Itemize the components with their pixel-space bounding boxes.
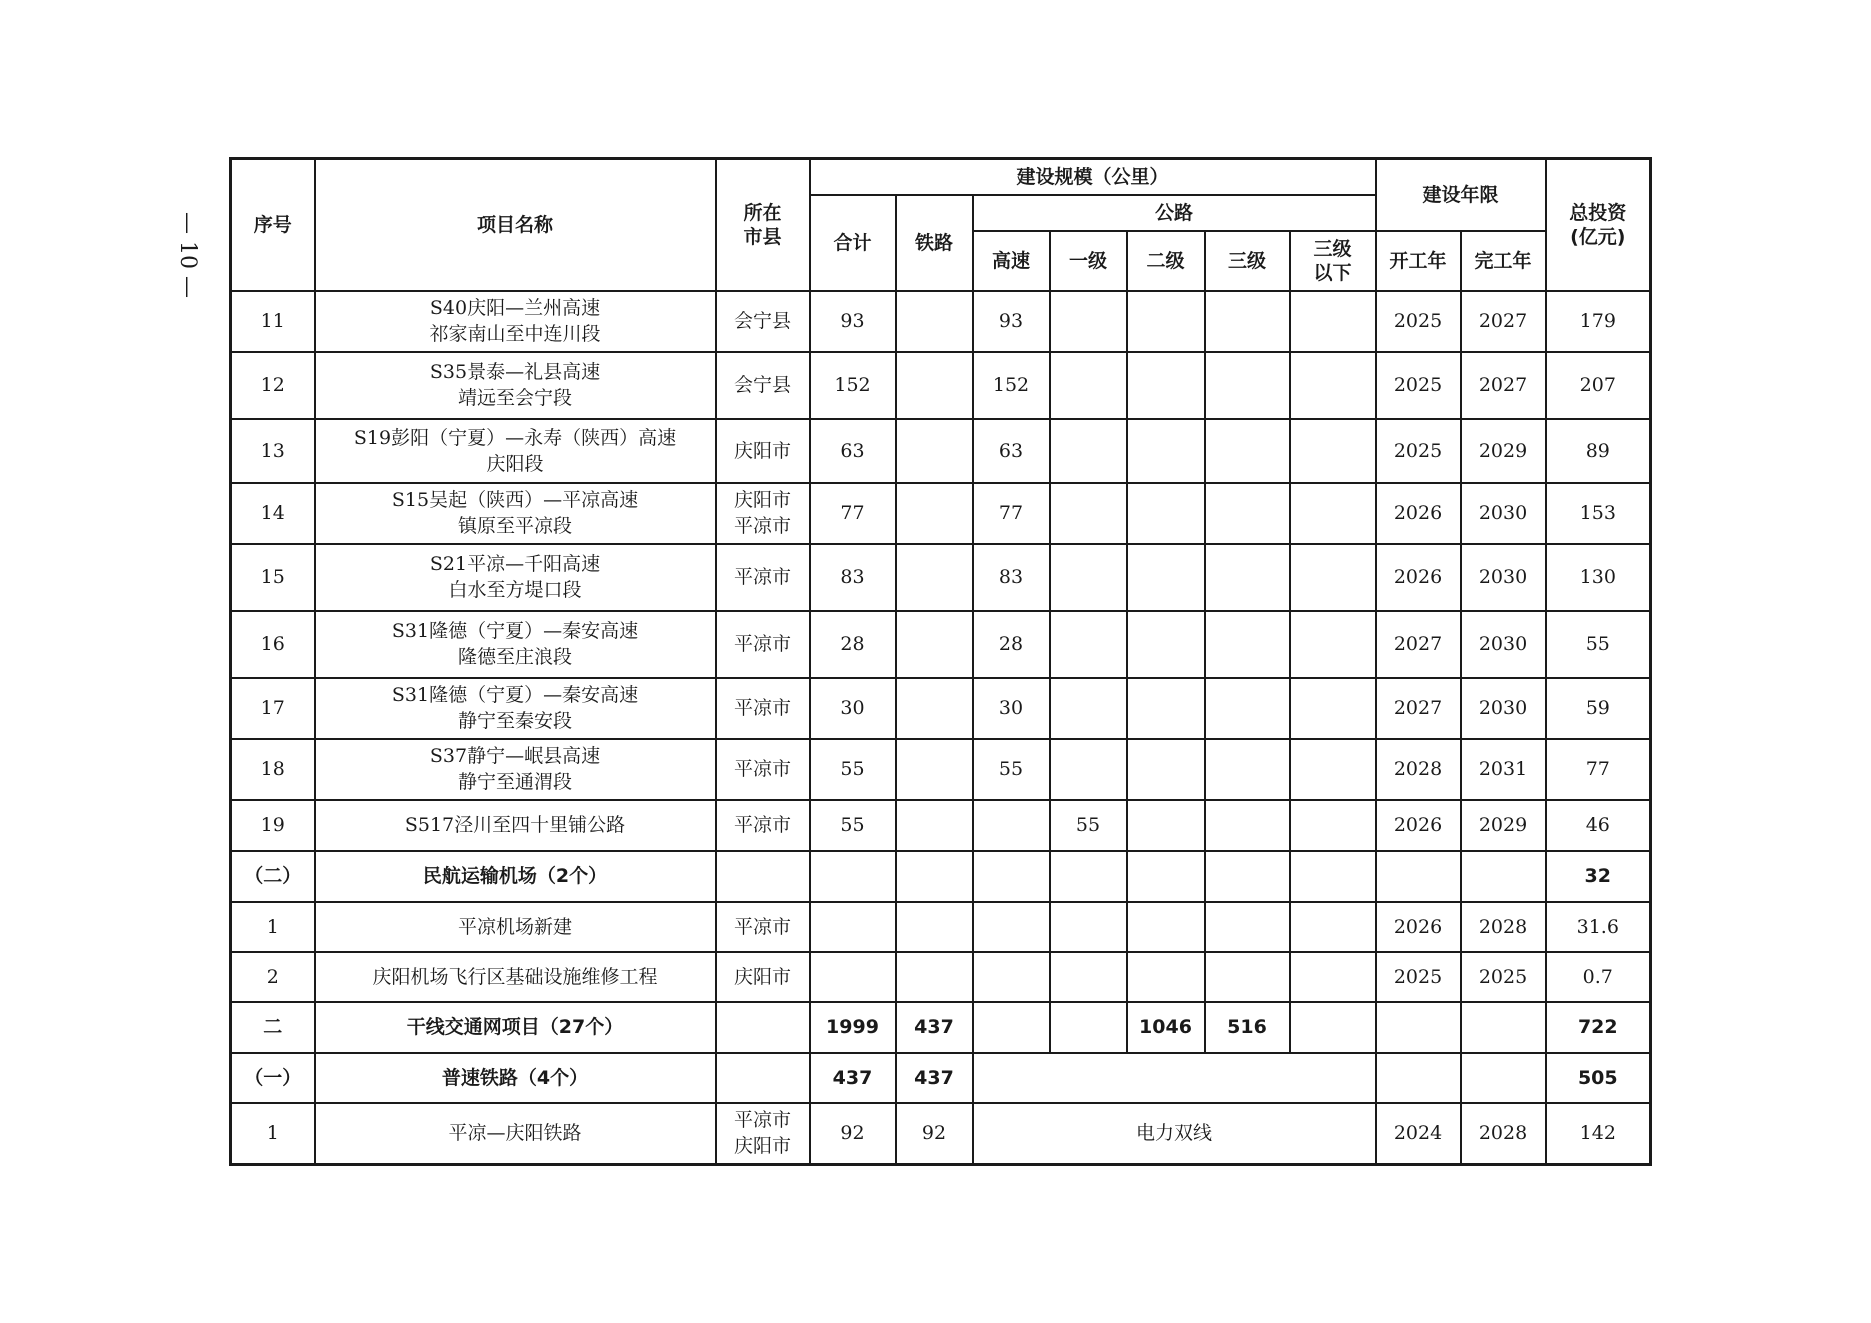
header-name: 项目名称	[315, 159, 716, 291]
row-location-line: 庆阳市	[733, 1135, 791, 1158]
row-railway	[896, 902, 973, 952]
row-grade1: 55	[1050, 800, 1127, 851]
row-name	[315, 544, 716, 611]
row-index: 18	[231, 739, 315, 800]
row-total: 93	[810, 291, 896, 352]
row-grade3	[1205, 352, 1290, 419]
row-end: 2030	[1461, 544, 1546, 611]
row-end: 2030	[1461, 611, 1546, 678]
row-total: 83	[810, 544, 896, 611]
row-grade3: 516	[1205, 1002, 1290, 1053]
header-railway: 铁路	[896, 195, 973, 291]
table-row	[231, 291, 1651, 352]
row-location	[716, 952, 810, 1002]
row-location	[716, 544, 810, 611]
row-index: 17	[231, 678, 315, 739]
row-location	[716, 678, 810, 739]
row-total: 152	[810, 352, 896, 419]
row-total: 63	[810, 419, 896, 483]
row-investment: 505	[1546, 1053, 1651, 1103]
row-grade3	[1205, 952, 1290, 1002]
header-scale: 建设规模（公里）	[810, 159, 1376, 195]
row-grade3-below	[1290, 739, 1376, 800]
row-expressway	[973, 952, 1050, 1002]
row-grade3-below	[1290, 678, 1376, 739]
row-start: 2026	[1376, 800, 1461, 851]
row-location	[716, 739, 810, 800]
row-grade2	[1127, 952, 1205, 1002]
row-railway	[896, 419, 973, 483]
row-expressway: 93	[973, 291, 1050, 352]
row-name-line: 镇原至平凉段	[457, 515, 572, 537]
row-grade1	[1050, 739, 1127, 800]
row-railway	[896, 800, 973, 851]
row-name	[315, 611, 716, 678]
row-location	[716, 1103, 810, 1165]
row-location	[716, 851, 810, 902]
row-grade2	[1127, 678, 1205, 739]
row-grade1	[1050, 544, 1127, 611]
table-row	[231, 544, 1651, 611]
row-index: 15	[231, 544, 315, 611]
row-grade1	[1050, 291, 1127, 352]
row-location-line: 庆阳市	[733, 439, 791, 462]
row-investment: 0.7	[1546, 952, 1651, 1002]
row-location-line: 平凉市	[733, 633, 791, 655]
header-grade3: 三级	[1205, 231, 1290, 291]
row-location-line: 平凉市	[733, 697, 791, 719]
row-expressway	[973, 902, 1050, 952]
row-location	[716, 1053, 810, 1103]
row-name	[315, 851, 716, 902]
row-name-line: S517泾川至四十里铺公路	[404, 814, 626, 836]
row-location	[716, 902, 810, 952]
row-investment: 722	[1546, 1002, 1651, 1053]
header-location	[716, 159, 810, 291]
header-road: 公路	[973, 195, 1376, 231]
row-expressway: 77	[973, 483, 1050, 544]
row-expressway: 63	[973, 419, 1050, 483]
row-grade3-below	[1290, 1002, 1376, 1053]
table-row	[231, 739, 1651, 800]
row-start: 2025	[1376, 419, 1461, 483]
row-railway	[896, 952, 973, 1002]
row-grade2: 1046	[1127, 1002, 1205, 1053]
row-name	[315, 352, 716, 419]
table-row	[231, 902, 1651, 952]
row-grade2	[1127, 800, 1205, 851]
header-total: 合计	[810, 195, 896, 291]
table-row	[231, 1103, 1651, 1165]
row-end	[1461, 851, 1546, 902]
row-railway	[896, 851, 973, 902]
row-name-line: 庆阳机场飞行区基础设施维修工程	[372, 965, 658, 988]
row-railway	[896, 544, 973, 611]
row-start	[1376, 1053, 1461, 1103]
row-grade2	[1127, 851, 1205, 902]
row-location	[716, 800, 810, 851]
row-total: 1999	[810, 1002, 896, 1053]
header-expressway: 高速	[973, 231, 1050, 291]
header-grade3-below	[1290, 231, 1376, 291]
row-grade2	[1127, 483, 1205, 544]
row-start: 2027	[1376, 678, 1461, 739]
row-index: 2	[231, 952, 315, 1002]
row-total: 28	[810, 611, 896, 678]
row-end: 2030	[1461, 678, 1546, 739]
row-end: 2029	[1461, 419, 1546, 483]
header-period: 建设年限	[1376, 159, 1546, 231]
row-name	[315, 419, 716, 483]
row-grade3	[1205, 902, 1290, 952]
row-location-line: 平凉市	[733, 566, 791, 588]
row-name-line: 静宁至秦安段	[457, 710, 572, 732]
row-name-line: S37静宁—岷县高速	[429, 745, 601, 767]
row-grade3-below	[1290, 851, 1376, 902]
row-railway	[896, 611, 973, 678]
row-total: 55	[810, 739, 896, 800]
row-location	[716, 483, 810, 544]
row-start: 2025	[1376, 352, 1461, 419]
row-expressway: 30	[973, 678, 1050, 739]
row-end	[1461, 1053, 1546, 1103]
row-end: 2025	[1461, 952, 1546, 1002]
row-expressway	[973, 800, 1050, 851]
header-index: 序号	[231, 159, 315, 291]
row-investment: 32	[1546, 851, 1651, 902]
row-grade3-below	[1290, 544, 1376, 611]
row-end: 2031	[1461, 739, 1546, 800]
row-name	[315, 1103, 716, 1165]
table-row	[231, 419, 1651, 483]
row-name	[315, 952, 716, 1002]
row-index: 11	[231, 291, 315, 352]
row-start: 2028	[1376, 739, 1461, 800]
row-location-line: 平凉市	[733, 515, 791, 537]
row-investment: 31.6	[1546, 902, 1651, 952]
row-investment: 207	[1546, 352, 1651, 419]
row-grade3	[1205, 800, 1290, 851]
row-grade3-below	[1290, 291, 1376, 352]
row-start: 2024	[1376, 1103, 1461, 1165]
row-index: （一）	[231, 1053, 315, 1103]
row-grade1	[1050, 611, 1127, 678]
row-railway: 92	[896, 1103, 973, 1165]
row-name-line: S21平凉—千阳高速	[429, 553, 601, 575]
row-expressway: 83	[973, 544, 1050, 611]
row-name	[315, 678, 716, 739]
row-end: 2030	[1461, 483, 1546, 544]
row-name-line: 隆德至庄浪段	[457, 646, 572, 668]
row-grade3	[1205, 611, 1290, 678]
table-row	[231, 800, 1651, 851]
row-grade2	[1127, 419, 1205, 483]
table-row	[231, 1053, 1651, 1103]
row-start: 2026	[1376, 544, 1461, 611]
page-number: — 10 —	[175, 212, 200, 298]
row-start: 2026	[1376, 902, 1461, 952]
row-investment: 46	[1546, 800, 1651, 851]
row-note: 电力双线	[973, 1103, 1376, 1165]
header-grade2: 二级	[1127, 231, 1205, 291]
row-name	[315, 483, 716, 544]
row-grade1	[1050, 678, 1127, 739]
row-total: 92	[810, 1103, 896, 1165]
table-row	[231, 483, 1651, 544]
row-location	[716, 352, 810, 419]
row-location-line: 平凉市	[733, 814, 791, 836]
table-row	[231, 1002, 1651, 1053]
row-name-line: S15吴起（陕西）—平凉高速	[391, 489, 639, 511]
row-expressway	[973, 851, 1050, 902]
row-name-line: 静宁至通渭段	[457, 771, 572, 793]
row-total	[810, 952, 896, 1002]
row-name-line: 普速铁路（4个）	[441, 1066, 589, 1089]
row-total	[810, 902, 896, 952]
row-start	[1376, 1002, 1461, 1053]
row-railway	[896, 291, 973, 352]
row-name-line: 民航运输机场（2个）	[422, 865, 608, 887]
row-index: 16	[231, 611, 315, 678]
row-name	[315, 291, 716, 352]
row-index: 14	[231, 483, 315, 544]
row-investment: 77	[1546, 739, 1651, 800]
row-total: 437	[810, 1053, 896, 1103]
row-grade2	[1127, 902, 1205, 952]
header-investment	[1546, 159, 1651, 291]
row-grade3	[1205, 483, 1290, 544]
row-name	[315, 1053, 716, 1103]
row-name-line: S40庆阳—兰州高速	[429, 297, 601, 319]
table-row	[231, 678, 1651, 739]
row-location-line: 庆阳市	[733, 965, 791, 988]
header-location-line: 市县	[743, 225, 782, 248]
row-grade3	[1205, 678, 1290, 739]
row-start: 2025	[1376, 291, 1461, 352]
row-start	[1376, 851, 1461, 902]
row-grade1	[1050, 352, 1127, 419]
row-name	[315, 1002, 716, 1053]
row-grade2	[1127, 739, 1205, 800]
row-grade2	[1127, 352, 1205, 419]
row-location	[716, 419, 810, 483]
row-railway	[896, 678, 973, 739]
row-total: 30	[810, 678, 896, 739]
row-name-line: S31隆德（宁夏）—秦安高速	[391, 684, 639, 706]
row-start: 2025	[1376, 952, 1461, 1002]
row-location-line: 会宁县	[733, 310, 791, 332]
header-investment-line: (亿元)	[1570, 225, 1626, 248]
table-row	[231, 851, 1651, 902]
header-grade3-below-line: 以下	[1313, 261, 1352, 284]
row-end: 2027	[1461, 291, 1546, 352]
table-header	[231, 159, 1651, 291]
row-index: （二）	[231, 851, 315, 902]
row-grade1	[1050, 483, 1127, 544]
row-end	[1461, 1002, 1546, 1053]
row-grade3	[1205, 544, 1290, 611]
row-index: 13	[231, 419, 315, 483]
row-grade3-below	[1290, 800, 1376, 851]
row-name	[315, 739, 716, 800]
header-grade1: 一级	[1050, 231, 1127, 291]
row-expressway: 152	[973, 352, 1050, 419]
row-grade3	[1205, 739, 1290, 800]
row-grade1	[1050, 952, 1127, 1002]
row-grade3-below	[1290, 902, 1376, 952]
row-investment: 55	[1546, 611, 1651, 678]
row-total: 55	[810, 800, 896, 851]
row-name-line: S31隆德（宁夏）—秦安高速	[391, 620, 639, 642]
row-expressway: 55	[973, 739, 1050, 800]
row-grade2	[1127, 611, 1205, 678]
header-grade3-below-line: 三级	[1313, 237, 1352, 260]
table-row	[231, 952, 1651, 1002]
row-total: 77	[810, 483, 896, 544]
row-name-line: 白水至方堤口段	[448, 579, 582, 601]
row-name	[315, 800, 716, 851]
row-expressway: 28	[973, 611, 1050, 678]
table-body	[231, 291, 1651, 1165]
row-index: 19	[231, 800, 315, 851]
row-railway	[896, 483, 973, 544]
row-end: 2028	[1461, 902, 1546, 952]
row-grade3	[1205, 419, 1290, 483]
row-name-line: S19彭阳（宁夏）—永寿（陕西）高速	[353, 426, 677, 449]
row-index: 12	[231, 352, 315, 419]
row-railway: 437	[896, 1002, 973, 1053]
row-total	[810, 851, 896, 902]
row-grade3-below	[1290, 611, 1376, 678]
header-investment-line: 总投资	[1569, 201, 1627, 224]
row-grade3-below	[1290, 352, 1376, 419]
row-name-line: 干线交通网项目（27个）	[406, 1016, 624, 1038]
row-start: 2026	[1376, 483, 1461, 544]
row-railway	[896, 352, 973, 419]
row-investment: 130	[1546, 544, 1651, 611]
row-grade3-below	[1290, 419, 1376, 483]
row-end: 2028	[1461, 1103, 1546, 1165]
row-investment: 179	[1546, 291, 1651, 352]
row-name-line: S35景泰—礼县高速	[429, 361, 601, 383]
row-location	[716, 291, 810, 352]
header-end: 完工年	[1461, 231, 1546, 291]
header-location-line: 所在	[743, 201, 782, 224]
row-investment: 59	[1546, 678, 1651, 739]
row-grade2	[1127, 291, 1205, 352]
row-name-line: 平凉—庆阳铁路	[448, 1122, 582, 1145]
row-grade1	[1050, 1002, 1127, 1053]
row-name-line: 祁家南山至中连川段	[429, 323, 601, 345]
row-grade1	[1050, 419, 1127, 483]
row-investment: 89	[1546, 419, 1651, 483]
row-end: 2027	[1461, 352, 1546, 419]
row-name-line: 庆阳段	[486, 452, 544, 475]
row-location-line: 平凉市	[733, 758, 791, 780]
row-location	[716, 1002, 810, 1053]
row-grade3	[1205, 851, 1290, 902]
row-location-line: 会宁县	[733, 374, 791, 396]
row-location-line: 平凉市	[733, 915, 791, 938]
row-start: 2027	[1376, 611, 1461, 678]
row-railway	[896, 739, 973, 800]
row-index: 二	[231, 1002, 315, 1053]
row-grade1	[1050, 902, 1127, 952]
row-expressway	[973, 1002, 1050, 1053]
row-investment: 142	[1546, 1103, 1651, 1165]
row-location-line: 平凉市	[733, 1109, 791, 1132]
row-name-line: 平凉机场新建	[457, 915, 572, 938]
row-name-line: 靖远至会宁段	[457, 387, 572, 409]
row-index: 1	[231, 1103, 315, 1165]
table-row	[231, 352, 1651, 419]
row-location-line: 庆阳市	[733, 489, 791, 511]
row-name	[315, 902, 716, 952]
row-end: 2029	[1461, 800, 1546, 851]
row-grade1	[1050, 851, 1127, 902]
row-index: 1	[231, 902, 315, 952]
header-start: 开工年	[1376, 231, 1461, 291]
row-railway: 437	[896, 1053, 973, 1103]
row-location	[716, 611, 810, 678]
row-grade2	[1127, 544, 1205, 611]
table-row	[231, 611, 1651, 678]
row-investment: 153	[1546, 483, 1651, 544]
row-grade3-below	[1290, 483, 1376, 544]
project-table	[229, 157, 1652, 1166]
row-note	[973, 1053, 1376, 1103]
row-grade3	[1205, 291, 1290, 352]
row-grade3-below	[1290, 952, 1376, 1002]
